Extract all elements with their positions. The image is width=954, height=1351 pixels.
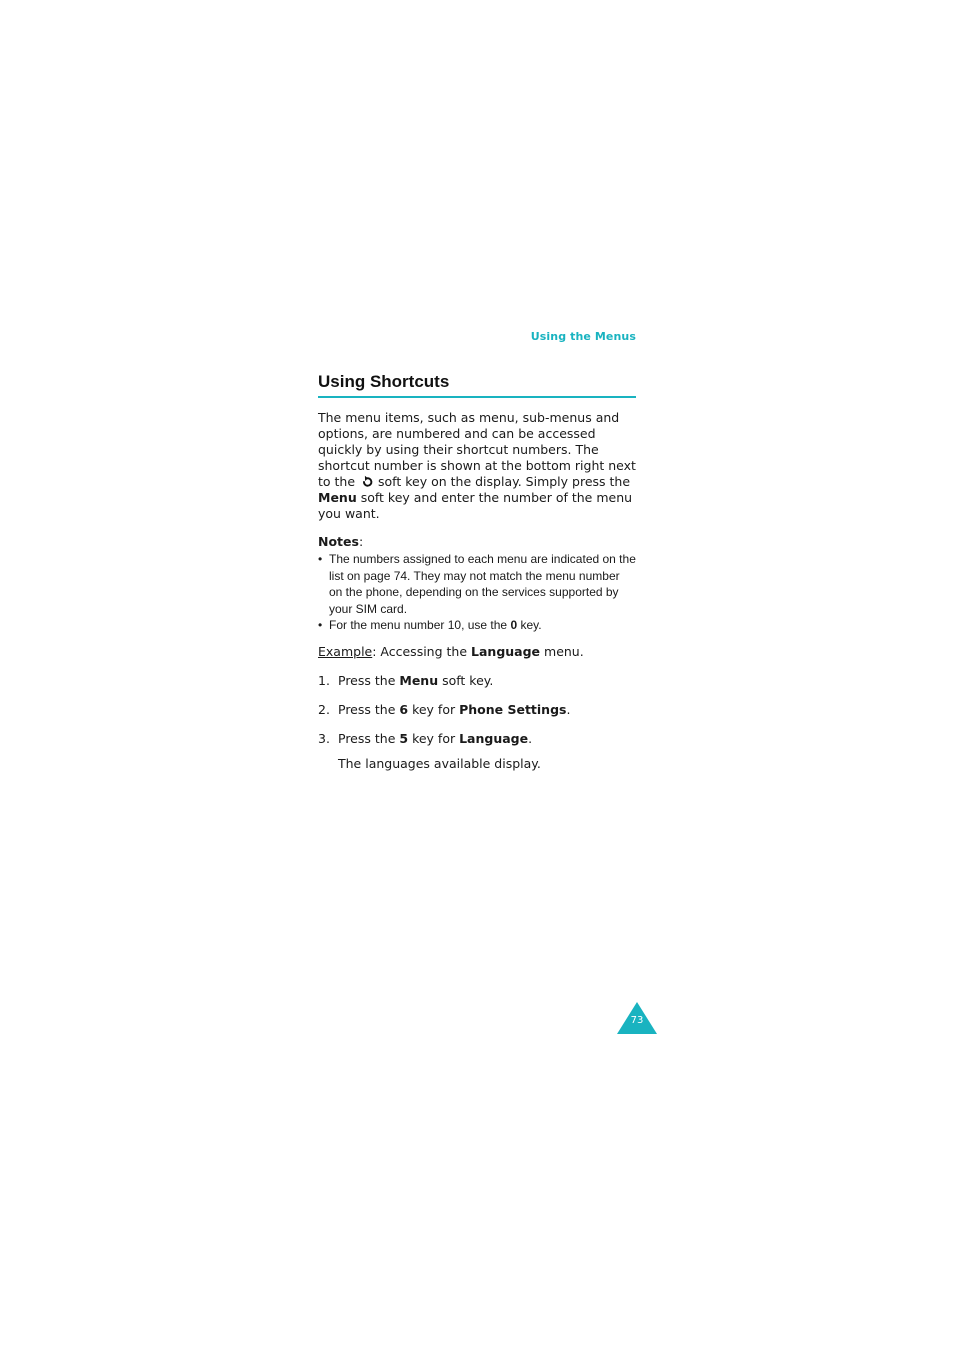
- example-line: [318, 644, 636, 660]
- step-text: key for: [412, 730, 456, 746]
- step-item: [318, 702, 636, 718]
- step-key: 6: [399, 701, 409, 717]
- note-text: The numbers assigned to each menu are indicated on the list on page 74. They may not match the menu number on the phone, depending on the services supported by your SIM card.: [329, 552, 636, 616]
- notes-list: [318, 551, 636, 634]
- note-text-before: For the menu number 10, use the: [329, 618, 508, 632]
- notes-colon: :: [358, 534, 364, 549]
- step-key: Menu: [399, 672, 439, 688]
- step-text: .: [528, 730, 533, 746]
- back-arrow-icon: [361, 475, 374, 488]
- page-title: Using Shortcuts: [318, 372, 636, 398]
- notes-title: Notes: [318, 534, 359, 549]
- step-key: 5: [399, 730, 409, 746]
- step-text: .: [566, 701, 571, 717]
- page-number-tab: [617, 1002, 657, 1034]
- step-number: 2.: [318, 701, 330, 717]
- page-number: 73: [630, 1015, 644, 1026]
- example-after: menu.: [544, 643, 584, 659]
- intro-text-3: soft key and enter the number of the menu you want.: [318, 490, 633, 521]
- step-text: Press the: [338, 672, 396, 688]
- intro-text-1: The menu items, such as menu, sub-menus and options, are numbered and can be accessed quickly by using their shortcut numbers. The shortcut number is shown at the bottom right next to the: [318, 410, 636, 489]
- intro-paragraph: [318, 410, 636, 522]
- step-item: [318, 731, 636, 747]
- result-text: The languages available display.: [338, 755, 541, 771]
- intro-text-2: soft key on the display. Simply press the: [378, 474, 631, 489]
- step-text: key for: [412, 701, 456, 717]
- note-item: [318, 617, 636, 634]
- note-item: [318, 551, 636, 617]
- running-header: Using the Menus: [530, 330, 636, 343]
- step-target: Phone Settings: [459, 701, 567, 717]
- bullet: •: [318, 552, 323, 566]
- example-before: : Accessing the: [372, 643, 468, 659]
- step-item: [318, 673, 636, 689]
- step-number: 1.: [318, 672, 330, 688]
- example-label: Example: [318, 643, 373, 659]
- content-column: [318, 372, 636, 772]
- step-text: Press the: [338, 730, 396, 746]
- step-target: Language: [459, 730, 529, 746]
- step-text: Press the: [338, 701, 396, 717]
- steps-list: [318, 673, 636, 747]
- menu-key-label: Menu: [318, 490, 357, 505]
- step-number: 3.: [318, 730, 330, 746]
- step-text: soft key.: [442, 672, 494, 688]
- note-key: 0: [510, 618, 518, 632]
- note-text-after: key.: [520, 618, 542, 632]
- bullet: •: [318, 618, 323, 632]
- notes-heading: [318, 534, 636, 549]
- example-menu: Language: [471, 643, 541, 659]
